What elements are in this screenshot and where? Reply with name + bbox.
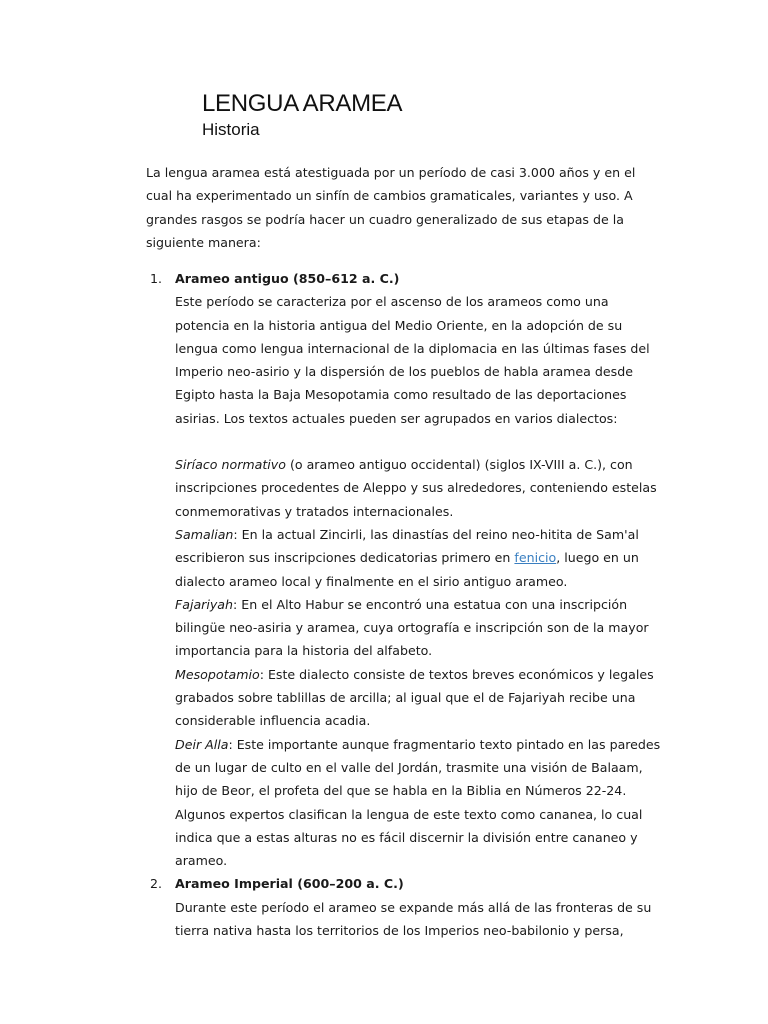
dialect-description: : En el Alto Habur se encontró una estatua con una inscripción bilingüe neo-asiria y aramea, cuya ortografía e inscripción son de la mayor importancia para la historia del alfabeto. — [175, 596, 649, 659]
period-heading: Arameo Imperial (600–200 a. C.) — [175, 876, 404, 892]
periods-list — [146, 267, 666, 942]
dialect-name: Deir Alla — [175, 736, 229, 752]
dialect-entry — [175, 523, 666, 593]
dialect-name: Fajariyah — [175, 596, 234, 612]
document-title: LENGUA ARAMEA — [202, 90, 403, 117]
list-number: 2. — [150, 876, 163, 892]
period-heading: Arameo antiguo (850–612 a. C.) — [175, 271, 400, 286]
dialect-description: (o arameo antiguo occidental) (siglos IX-VIII a. C.), con inscripciones procedentes de Aleppo y sus alrededores, conteniendo estelas conmemorativas y tratados internacionales. — [175, 457, 657, 519]
dialect-name: Siríaco normativo — [175, 457, 286, 473]
dialect-name: Samalian — [175, 526, 234, 542]
dialect-description: : Este dialecto consiste de textos breves económicos y legales grabados sobre tablillas de arcilla; al igual que el de Fajariyah recibe una considerable influencia acadia. — [175, 666, 654, 729]
dialect-entry — [175, 453, 666, 523]
dialect-description: : Este importante aunque fragmentario texto pintado en las paredes de un lugar de culto en el valle del Jordán, trasmite una visión de Balaam, hijo de Beor, el profeta del que se habla en la Biblia en Números 22-24. Algunos expertos clasifican la lengua de este texto como cananea, lo cual indica que a estas alturas no es fácil discernir la división entre cananeo y arameo. — [175, 736, 661, 869]
dialect-entry — [175, 593, 666, 663]
period-description: Durante este período el arameo se expande más allá de las fronteras de su tierra nativa hasta los territorios de los Imperios neo-babilonio y persa, — [175, 899, 652, 939]
dialect-name: Mesopotamio — [175, 666, 260, 682]
list-item — [146, 267, 666, 872]
paragraph-gap — [175, 430, 666, 453]
intro-paragraph: La lengua aramea está atestiguada por un período de casi 3.000 años y en el cual ha experimentado un sinfín de cambios gramaticales, variantes y uso. A grandes rasgos se podría hacer un cuadro generalizado de sus etapas de la siguiente manera: — [146, 165, 636, 250]
list-item — [146, 872, 666, 942]
period-description: Este período se caracteriza por el ascenso de los arameos como una potencia en la historia antigua del Medio Oriente, en la adopción de su lengua como lengua internacional de la diplomacia en las últimas fases del Imperio neo-asirio y la dispersión de los pueblos de habla aramea desde Egipto hasta la Baja Mesopotamia como resultado de las deportaciones asirias. Los textos actuales pueden ser agrupados en varios dialectos: — [175, 294, 650, 426]
dialect-entry — [175, 733, 666, 873]
dialect-description-continued: , luego en un dialecto arameo local y finalmente en el sirio antiguo arameo. — [175, 550, 639, 589]
dialect-description: : En la actual Zincirli, las dinastías del reino neo-hitita de Sam'al escribieron sus inscripciones dedicatorias primero en — [175, 526, 639, 566]
fenicio-link[interactable]: fenicio — [514, 550, 557, 566]
document-subtitle: Historia — [202, 120, 260, 139]
list-number: 1. — [150, 271, 163, 286]
dialect-entry — [175, 663, 666, 733]
